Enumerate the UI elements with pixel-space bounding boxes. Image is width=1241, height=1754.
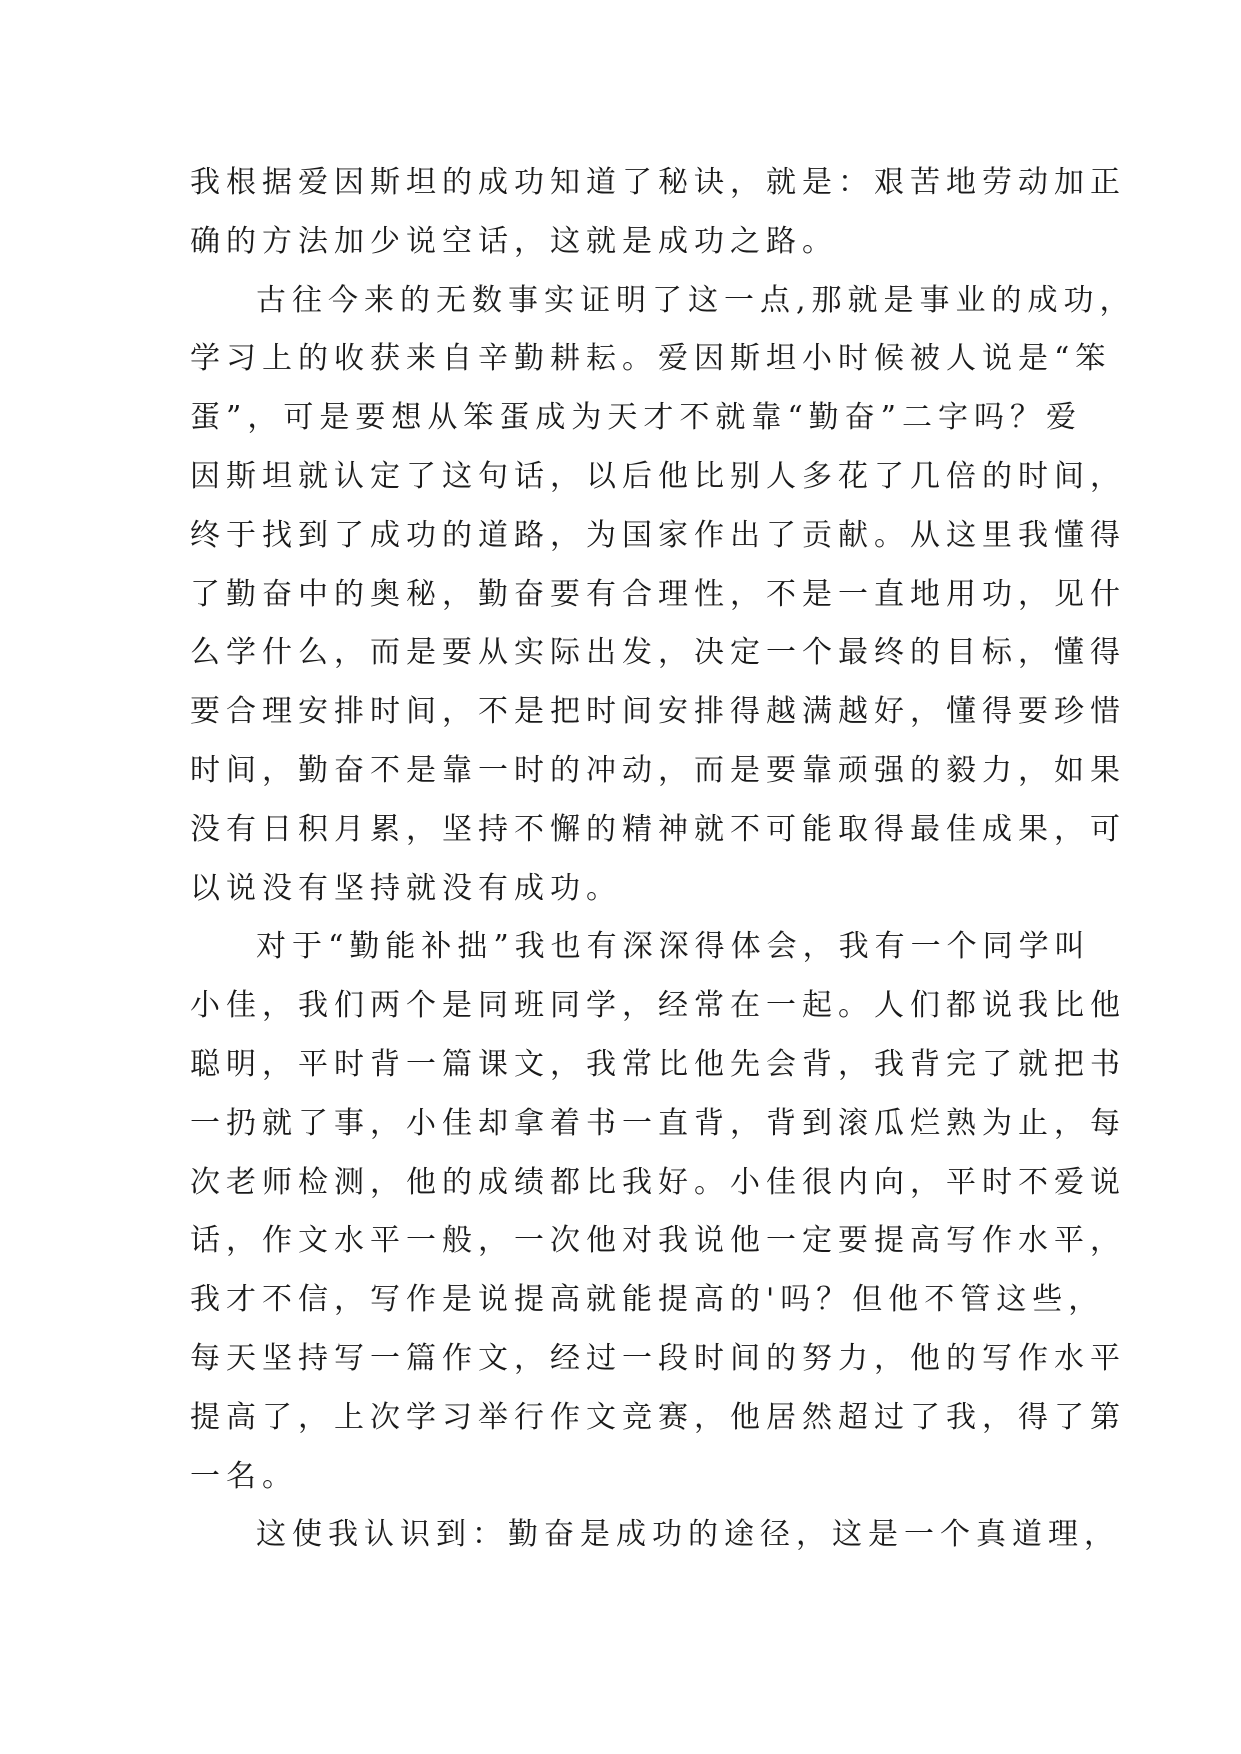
text-line: 因斯坦就认定了这句话，以后他比别人多花了几倍的时间， [190, 458, 1126, 494]
text-line: 次老师检测，他的成绩都比我好。小佳很内向，平时不爱说 [190, 1164, 1126, 1200]
text-line: 每天坚持写一篇作文，经过一段时间的努力，他的写作水平 [190, 1340, 1126, 1376]
text-line: 终于找到了成功的道路，为国家作出了贡献。从这里我懂得 [190, 517, 1126, 553]
text-line: 没有日积月累，坚持不懈的精神就不可能取得最佳成果，可 [190, 811, 1126, 847]
text-line: 要合理安排时间，不是把时间安排得越满越好，懂得要珍惜 [190, 694, 1126, 730]
text-line: 一名。 [190, 1458, 298, 1494]
text-line: 小佳，我们两个是同班同学，经常在一起。人们都说我比他 [190, 988, 1126, 1024]
paragraph-1 [190, 154, 1126, 272]
paragraph-2 [190, 272, 1136, 919]
text-line: 聪明，平时背一篇课文，我常比他先会背，我背完了就把书 [190, 1046, 1126, 1082]
text-line: 这使我认识到：勤奋是成功的途径，这是一个真道理， [256, 1517, 1120, 1553]
text-line: 古往今来的无数事实证明了这一点,那就是事业的成功， [256, 282, 1136, 318]
essay-body [190, 154, 1136, 1565]
text-line: 蛋”，可是要想从笨蛋成为天才不就靠“勤奋”二字吗？爱 [190, 400, 1083, 436]
text-line: 话，作文水平一般，一次他对我说他一定要提高写作水平， [190, 1223, 1126, 1259]
text-line: 提高了，上次学习举行作文竞赛，他居然超过了我，得了第 [190, 1399, 1126, 1435]
text-line: 学习上的收获来自辛勤耕耘。爱因斯坦小时候被人说是“笨 [190, 341, 1112, 377]
text-line: 一扔就了事，小佳却拿着书一直背，背到滚瓜烂熟为止，每 [190, 1105, 1126, 1141]
text-line: 么学什么，而是要从实际出发，决定一个最终的目标，懂得 [190, 635, 1126, 671]
text-line: 了勤奋中的奥秘，勤奋要有合理性，不是一直地用功，见什 [190, 576, 1126, 612]
text-line: 我才不信，写作是说提高就能提高的'吗？但他不管这些， [190, 1282, 1105, 1318]
paragraph-4 [190, 1506, 1120, 1565]
text-line: 我根据爱因斯坦的成功知道了秘诀，就是：艰苦地劳动加正 [190, 165, 1126, 200]
text-line: 确的方法加少说空话，这就是成功之路。 [190, 223, 838, 259]
text-line: 以说没有坚持就没有成功。 [190, 870, 622, 906]
text-line: 对于“勤能补拙”我也有深深得体会，我有一个同学叫 [256, 929, 1091, 965]
paragraph-3 [190, 918, 1126, 1506]
text-line: 时间，勤奋不是靠一时的冲动，而是要靠顽强的毅力，如果 [190, 752, 1126, 788]
